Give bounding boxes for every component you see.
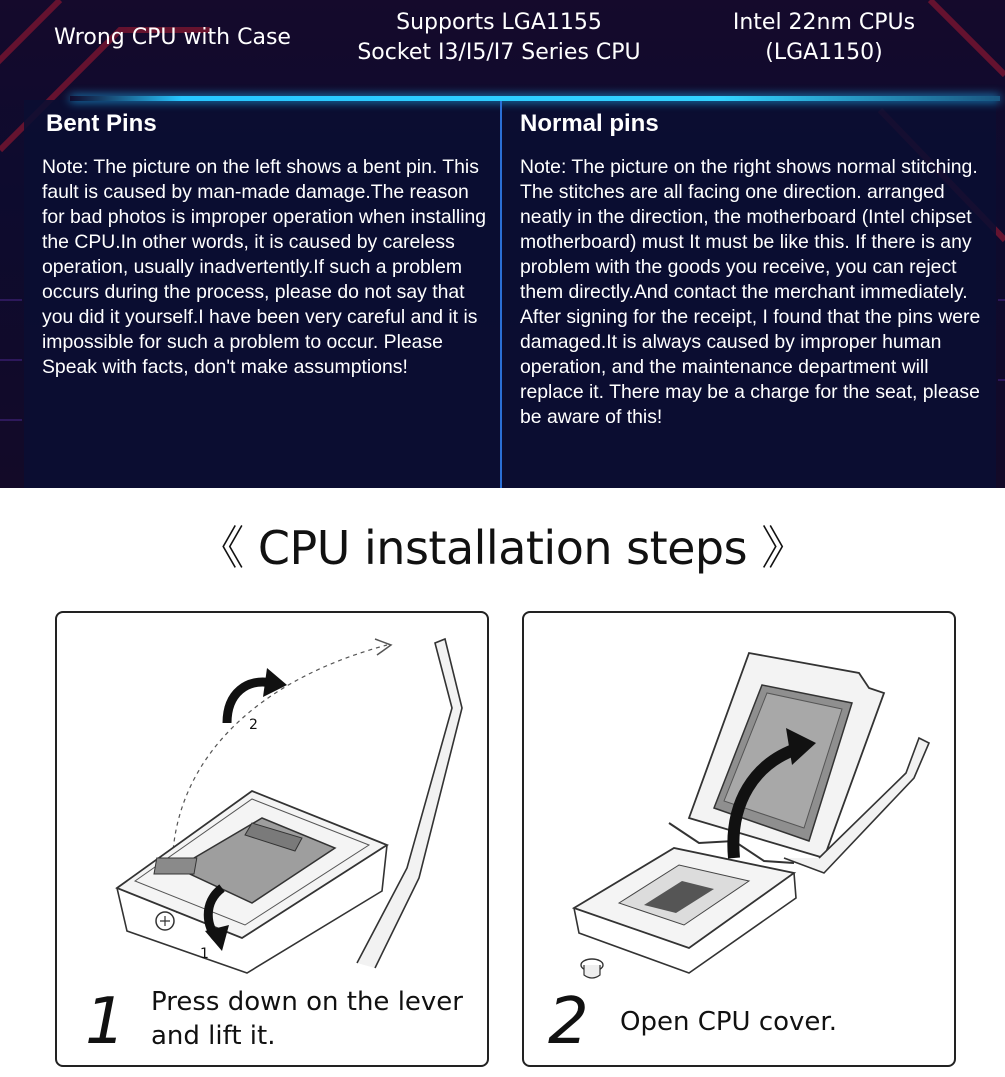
accent-divider [70,96,1000,101]
step-card-2 [522,611,956,1067]
bent-pins-title: Bent Pins [46,110,157,137]
step-number: 2 [548,985,589,1059]
step-caption: Press down on the lever and lift it. [151,987,463,1051]
header-intel-22nm: Intel 22nm CPUs (LGA1150) [732,10,916,65]
info-banner [0,0,1005,488]
header-supports-lga1155: Supports LGA1155 Socket I3/I5/I7 Series CPU [357,10,641,65]
header-wrong-cpu: Wrong CPU with Case [54,25,291,50]
normal-pins-note: Note: The picture on the right shows normal stitching. The stitches are all facing one direction. arranged neatly in the direction, the motherboard (Intel chipset motherboard) must It must be like this. If there is any problem with the goods you receive, you can reject them directly.And contact the merchant immediately. After signing for the receipt, I found that the pins were damaged.It is always caused by improper human operation, and the maintenance department will replace it. There may be a charge for the seat, please be aware of this! [520,156,981,428]
step-card-1 [55,611,489,1067]
lever-icon [357,639,462,968]
column-divider [500,101,502,488]
step-caption: Open CPU cover. [620,1007,837,1037]
svg-text:2: 2 [249,717,258,733]
installation-steps-title: 《 CPU installation steps 》 [198,521,807,575]
bent-pins-note: Note: The picture on the left shows a bent pin. This fault is caused by man-made damage.The reason for bad photos is improper operation when installing the CPU.In other words, it is caused by careless operation, usually inadvertently.If such a problem occurs during the process, please do not say that you did it yourself.I have been very careful and it is impossible for such a problem to occur. Please Speak with facts, don't make assumptions! [42,156,487,378]
step-number: 1 [85,985,126,1059]
normal-pins-title: Normal pins [520,110,659,137]
svg-text:1: 1 [200,946,209,962]
